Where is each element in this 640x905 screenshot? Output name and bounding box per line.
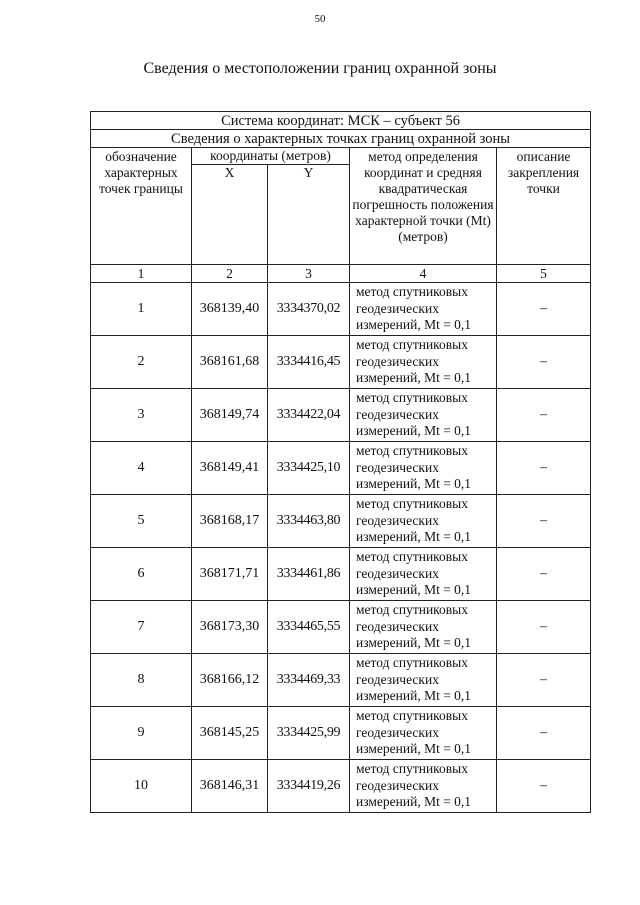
column-header-description: описание закрепления точки <box>497 148 591 265</box>
description-cell: – <box>497 548 591 601</box>
x-coordinate-cell: 368149,41 <box>192 442 268 495</box>
point-cell: 1 <box>91 283 192 336</box>
table-row <box>91 654 591 707</box>
method-cell: метод спутниковых геодезических измерений, Mt = 0,1 <box>350 707 497 760</box>
y-coordinate-cell: 3334463,80 <box>268 495 350 548</box>
point-cell: 4 <box>91 442 192 495</box>
column-number: 5 <box>497 265 591 283</box>
column-number: 4 <box>350 265 497 283</box>
section-header: Сведения о характерных точках границ охранной зоны <box>91 130 591 148</box>
description-cell: – <box>497 707 591 760</box>
column-header-method: метод определения координат и средняя квадратическая погрешность положения характерной точки (Mt) (метров) <box>350 148 497 265</box>
point-cell: 2 <box>91 336 192 389</box>
y-coordinate-cell: 3334422,04 <box>268 389 350 442</box>
page-number: 50 <box>314 13 326 25</box>
x-coordinate-cell: 368139,40 <box>192 283 268 336</box>
method-cell: метод спутниковых геодезических измерений, Mt = 0,1 <box>350 495 497 548</box>
point-cell: 3 <box>91 389 192 442</box>
coordinate-system-header: Система координат: МСК – субъект 56 <box>91 112 591 130</box>
y-coordinate-cell: 3334416,45 <box>268 336 350 389</box>
table-row <box>91 283 591 336</box>
x-coordinate-cell: 368146,31 <box>192 760 268 813</box>
description-cell: – <box>497 283 591 336</box>
method-cell: метод спутниковых геодезических измерений, Mt = 0,1 <box>350 760 497 813</box>
point-cell: 8 <box>91 654 192 707</box>
point-cell: 7 <box>91 601 192 654</box>
column-header-x: X <box>192 165 268 265</box>
column-number: 2 <box>192 265 268 283</box>
table-row <box>91 601 591 654</box>
table-row <box>91 707 591 760</box>
description-cell: – <box>497 442 591 495</box>
document-title: Сведения о местоположении границ охранной зоны <box>143 60 497 77</box>
point-cell: 6 <box>91 548 192 601</box>
table-row <box>91 442 591 495</box>
x-coordinate-cell: 368173,30 <box>192 601 268 654</box>
description-cell: – <box>497 760 591 813</box>
x-coordinate-cell: 368145,25 <box>192 707 268 760</box>
method-cell: метод спутниковых геодезических измерений, Mt = 0,1 <box>350 548 497 601</box>
method-cell: метод спутниковых геодезических измерений, Mt = 0,1 <box>350 336 497 389</box>
method-cell: метод спутниковых геодезических измерений, Mt = 0,1 <box>350 442 497 495</box>
column-header-coordinates: координаты (метров) <box>192 148 350 165</box>
y-coordinate-cell: 3334425,10 <box>268 442 350 495</box>
y-coordinate-cell: 3334370,02 <box>268 283 350 336</box>
description-cell: – <box>497 389 591 442</box>
y-coordinate-cell: 3334465,55 <box>268 601 350 654</box>
method-cell: метод спутниковых геодезических измерений, Mt = 0,1 <box>350 601 497 654</box>
method-cell: метод спутниковых геодезических измерений, Mt = 0,1 <box>350 654 497 707</box>
description-cell: – <box>497 336 591 389</box>
y-coordinate-cell: 3334469,33 <box>268 654 350 707</box>
column-number: 3 <box>268 265 350 283</box>
table-row <box>91 548 591 601</box>
description-cell: – <box>497 654 591 707</box>
table-row <box>91 389 591 442</box>
y-coordinate-cell: 3334425,99 <box>268 707 350 760</box>
table-row <box>91 336 591 389</box>
x-coordinate-cell: 368171,71 <box>192 548 268 601</box>
table-row <box>91 495 591 548</box>
point-cell: 10 <box>91 760 192 813</box>
x-coordinate-cell: 368166,12 <box>192 654 268 707</box>
column-header-point: обозначение характерных точек границы <box>91 148 192 265</box>
y-coordinate-cell: 3334419,26 <box>268 760 350 813</box>
description-cell: – <box>497 495 591 548</box>
point-cell: 9 <box>91 707 192 760</box>
x-coordinate-cell: 368168,17 <box>192 495 268 548</box>
table-row <box>91 760 591 813</box>
method-cell: метод спутниковых геодезических измерений, Mt = 0,1 <box>350 283 497 336</box>
x-coordinate-cell: 368149,74 <box>192 389 268 442</box>
column-number: 1 <box>91 265 192 283</box>
x-coordinate-cell: 368161,68 <box>192 336 268 389</box>
column-header-y: Y <box>268 165 350 265</box>
boundary-points-table <box>90 111 591 813</box>
point-cell: 5 <box>91 495 192 548</box>
method-cell: метод спутниковых геодезических измерений, Mt = 0,1 <box>350 389 497 442</box>
description-cell: – <box>497 601 591 654</box>
y-coordinate-cell: 3334461,86 <box>268 548 350 601</box>
